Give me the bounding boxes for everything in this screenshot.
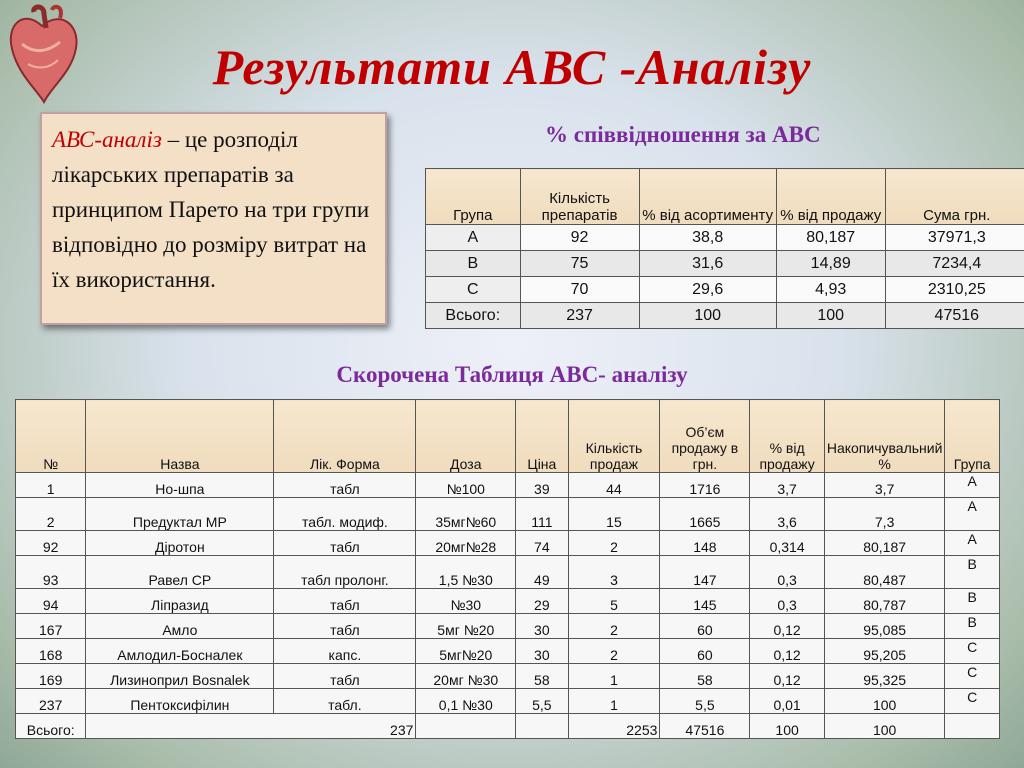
table-row xyxy=(16,498,1000,531)
detail-header: Доза xyxy=(416,400,516,473)
table-cell: Предуктал МР xyxy=(86,498,274,531)
table-cell: 3,7 xyxy=(824,473,945,498)
table-row xyxy=(426,277,1024,303)
table-cell: 2 xyxy=(568,639,660,664)
table-row xyxy=(16,589,1000,614)
table-cell: 1716 xyxy=(660,473,750,498)
summary-cell: А xyxy=(426,225,521,251)
group-cell: А xyxy=(945,473,1000,498)
table-cell: 0,12 xyxy=(750,664,824,689)
total-empty xyxy=(516,714,568,739)
table-cell: Но-шпа xyxy=(86,473,274,498)
detail-header: Лік. Форма xyxy=(274,400,416,473)
table-cell: 0,1 №30 xyxy=(416,689,516,714)
table-cell: 35мг№60 xyxy=(416,498,516,531)
definition-box xyxy=(40,112,387,325)
table-cell: Діротон xyxy=(86,531,274,556)
detail-total-row xyxy=(16,714,1000,739)
table-cell: 95,325 xyxy=(824,664,945,689)
table-cell: 20мг №30 xyxy=(416,664,516,689)
summary-header: Сума грн. xyxy=(885,169,1024,225)
table-cell: Ліпразид xyxy=(86,589,274,614)
table-cell: 168 xyxy=(16,639,86,664)
table-cell: 111 xyxy=(516,498,568,531)
detail-header: № xyxy=(16,400,86,473)
summary-cell: 29,6 xyxy=(639,277,776,303)
summary-cell: В xyxy=(426,251,521,277)
table-cell: табл xyxy=(274,531,416,556)
table-cell: 1665 xyxy=(660,498,750,531)
table-row xyxy=(16,556,1000,589)
table-cell: 0,3 xyxy=(750,556,824,589)
table-cell: табл xyxy=(274,589,416,614)
table-cell: 92 xyxy=(16,531,86,556)
table-cell: 2 xyxy=(568,614,660,639)
summary-cell: 38,8 xyxy=(639,225,776,251)
group-cell: В xyxy=(945,589,1000,614)
summary-cell: 75 xyxy=(520,251,639,277)
table-cell: 0,314 xyxy=(750,531,824,556)
table-cell: 167 xyxy=(16,614,86,639)
table-cell: 58 xyxy=(660,664,750,689)
table-row xyxy=(16,689,1000,714)
total-label: Всього: xyxy=(16,714,86,739)
table-cell: 60 xyxy=(660,639,750,664)
table-cell: 1,5 №30 xyxy=(416,556,516,589)
group-cell: В xyxy=(945,556,1000,589)
total-empty xyxy=(416,714,516,739)
table-cell: табл. модиф. xyxy=(274,498,416,531)
summary-cell: С xyxy=(426,277,521,303)
table-cell: 80,487 xyxy=(824,556,945,589)
detail-header: Кількість продаж xyxy=(568,400,660,473)
summary-cell: 31,6 xyxy=(639,251,776,277)
table-cell: 0,12 xyxy=(750,614,824,639)
detail-body xyxy=(16,473,1000,714)
summary-cell: 4,93 xyxy=(776,277,885,303)
summary-cell: 70 xyxy=(520,277,639,303)
table-row xyxy=(426,251,1024,277)
table-cell: 145 xyxy=(660,589,750,614)
table-cell: 93 xyxy=(16,556,86,589)
table-cell: табл. xyxy=(274,689,416,714)
table-cell: 2 xyxy=(568,531,660,556)
detail-header: Накопичувальний % xyxy=(824,400,945,473)
total-count: 237 xyxy=(86,714,416,739)
table-cell: 30 xyxy=(516,639,568,664)
table-cell: 49 xyxy=(516,556,568,589)
summary-header: Кількість препаратів xyxy=(520,169,639,225)
table-cell: №100 xyxy=(416,473,516,498)
table-cell: табл xyxy=(274,664,416,689)
table-row xyxy=(426,303,1024,329)
summary-table xyxy=(425,168,1024,329)
table-cell: 148 xyxy=(660,531,750,556)
table-cell: Амло xyxy=(86,614,274,639)
table-cell: 0,12 xyxy=(750,639,824,664)
table-cell: 95,085 xyxy=(824,614,945,639)
summary-cell: 47516 xyxy=(885,303,1024,329)
detail-header: % від продажу xyxy=(750,400,824,473)
summary-title: % співвідношення за АВС xyxy=(545,122,821,147)
summary-cell: 80,187 xyxy=(776,225,885,251)
total-sum: 47516 xyxy=(660,714,750,739)
summary-cell: 100 xyxy=(639,303,776,329)
table-cell: 74 xyxy=(516,531,568,556)
summary-header: % від асортименту xyxy=(639,169,776,225)
table-cell: 1 xyxy=(568,689,660,714)
summary-header-row xyxy=(426,169,1024,225)
table-cell: 100 xyxy=(824,689,945,714)
detail-header: Назва xyxy=(86,400,274,473)
table-cell: 3 xyxy=(568,556,660,589)
summary-cell: 2310,25 xyxy=(885,277,1024,303)
group-cell: С xyxy=(945,639,1000,664)
summary-cell: 7234,4 xyxy=(885,251,1024,277)
table-cell: №30 xyxy=(416,589,516,614)
table-cell: 94 xyxy=(16,589,86,614)
table-cell: капс. xyxy=(274,639,416,664)
group-cell: С xyxy=(945,664,1000,689)
table-cell: 29 xyxy=(516,589,568,614)
table-cell: Амлодил-Босналек xyxy=(86,639,274,664)
summary-cell: 237 xyxy=(520,303,639,329)
detail-table xyxy=(15,399,1000,739)
table-cell: 2 xyxy=(16,498,86,531)
detail-title: Скорочена Таблиця АВС- аналізу xyxy=(336,362,688,387)
detail-header: Об’єм продажу в грн. xyxy=(660,400,750,473)
table-cell: Лизиноприл Bosnalek xyxy=(86,664,274,689)
table-cell: 80,787 xyxy=(824,589,945,614)
definition-text: – це розподіл лікарських препаратів за принципом Парето на три групи відповідно до розміру витрат на їх використання. xyxy=(52,127,370,292)
table-cell: 5мг№20 xyxy=(416,639,516,664)
table-row xyxy=(426,225,1024,251)
detail-header: Ціна xyxy=(516,400,568,473)
group-cell: В xyxy=(945,614,1000,639)
table-cell: табл xyxy=(274,473,416,498)
table-cell: 147 xyxy=(660,556,750,589)
table-cell: 30 xyxy=(516,614,568,639)
table-cell: 80,187 xyxy=(824,531,945,556)
table-cell: 3,7 xyxy=(750,473,824,498)
total-cum: 100 xyxy=(824,714,945,739)
group-cell: А xyxy=(945,531,1000,556)
table-cell: 169 xyxy=(16,664,86,689)
table-cell: 1 xyxy=(568,664,660,689)
table-cell: 0,3 xyxy=(750,589,824,614)
page-title: Результати АВС -Аналізу xyxy=(212,39,812,95)
table-cell: 15 xyxy=(568,498,660,531)
table-cell: 44 xyxy=(568,473,660,498)
table-row xyxy=(16,639,1000,664)
table-cell: 0,01 xyxy=(750,689,824,714)
table-cell: 5мг №20 xyxy=(416,614,516,639)
total-pct: 100 xyxy=(750,714,824,739)
table-cell: 5,5 xyxy=(660,689,750,714)
group-cell: С xyxy=(945,689,1000,714)
table-row xyxy=(16,473,1000,498)
table-cell: 1 xyxy=(16,473,86,498)
summary-header: % від продажу xyxy=(776,169,885,225)
summary-cell: 14,89 xyxy=(776,251,885,277)
table-cell: 58 xyxy=(516,664,568,689)
table-cell: 20мг№28 xyxy=(416,531,516,556)
table-cell: 3,6 xyxy=(750,498,824,531)
table-cell: 60 xyxy=(660,614,750,639)
summary-cell: 100 xyxy=(776,303,885,329)
table-cell: 7,3 xyxy=(824,498,945,531)
table-cell: Пентоксифілин xyxy=(86,689,274,714)
summary-header: Група xyxy=(426,169,521,225)
total-empty xyxy=(945,714,1000,739)
detail-header-row xyxy=(16,400,1000,473)
detail-header: Група xyxy=(945,400,1000,473)
table-row xyxy=(16,531,1000,556)
table-cell: Равел СР xyxy=(86,556,274,589)
group-cell: А xyxy=(945,498,1000,531)
table-cell: табл пролонг. xyxy=(274,556,416,589)
total-sales: 2253 xyxy=(568,714,660,739)
summary-cell: 92 xyxy=(520,225,639,251)
table-cell: 5 xyxy=(568,589,660,614)
table-row xyxy=(16,614,1000,639)
table-cell: 5,5 xyxy=(516,689,568,714)
summary-cell: 37971,3 xyxy=(885,225,1024,251)
table-cell: 95,205 xyxy=(824,639,945,664)
definition-term: АВС-аналіз xyxy=(52,127,162,152)
summary-cell: Всього: xyxy=(426,303,521,329)
table-row xyxy=(16,664,1000,689)
table-cell: 39 xyxy=(516,473,568,498)
table-cell: табл xyxy=(274,614,416,639)
table-cell: 237 xyxy=(16,689,86,714)
